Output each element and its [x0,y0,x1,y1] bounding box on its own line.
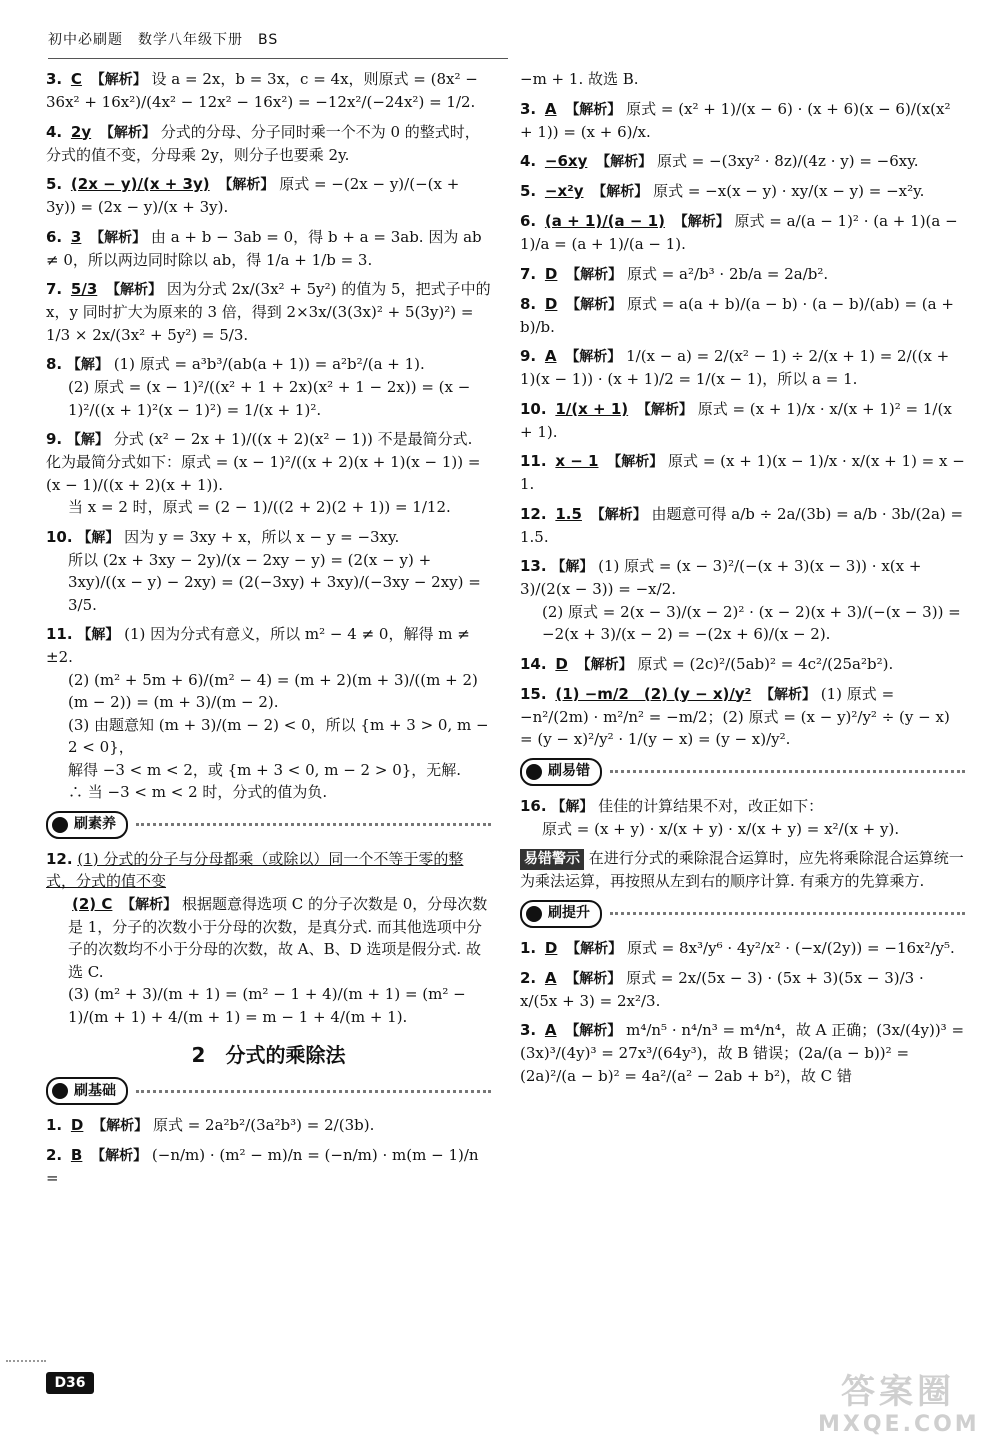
item-tag: 【解析】 [576,656,633,673]
advanced-item-1 [520,937,965,960]
item-text: 原式 = a²/b³ · 2b/a = 2a/b². [626,264,829,283]
item-line: (3) (m² + 3)/(m + 1) = (m² − 1 + 4)/(m + 1) = (m² − 1)/(m + 1) + 4/(m + 1) = m − 1 + 4/(m + 1). [68,985,466,1026]
item-text: 由 a + b − 3ab = 0，得 b + a = 3ab. 因为 ab ≠ 0，所以两边同时除以 ab，得 1/a + 1/b = 3. [46,227,482,269]
basic-item-4 [520,150,965,173]
item-number: 5. [520,182,537,200]
item-answer: A [544,1021,557,1039]
basic-item-13 [520,555,965,646]
item-number: 9. [46,430,63,448]
item-tag: 【解析】 [566,296,623,313]
item-tag: 【解】 [77,529,120,546]
item-tag: 【解析】 [90,229,147,246]
badge-label: 刷素养 [74,816,116,832]
item-number: 8. [520,294,537,313]
item-answer: D [555,654,568,673]
item-text: 原式 = (x + 1)/x · x/(x + 1)² = 1/(x + 1). [520,399,952,441]
item-answer: (2) C [72,894,113,913]
item-tag: 【解析】 [99,124,156,141]
section-badge [46,811,128,839]
answer-item-4 [46,121,491,167]
item-number: 7. [520,264,537,283]
item-tag: 【解】 [66,357,109,373]
page-header [48,30,508,59]
item-answer: (1) −m/2 (2) (y − x)/y² [555,684,752,703]
item-text: −m + 1. 故选 B. [520,70,639,88]
basic-item-12 [520,503,965,549]
advanced-item-2 [520,967,965,1013]
item-text: 原式 = (x + 1)(x − 1)/x · x/(x + 1) = x − 1. [520,452,965,493]
basic-item-8 [520,293,965,339]
section-badge [46,1077,128,1105]
item-answer: A [544,99,557,118]
warning-label: 易错警示 [520,849,584,870]
continued-text [520,68,965,91]
basic-item-3 [520,98,965,144]
item-line: (2) 原式 = 2(x − 3)/(x − 2)² · (x − 2)(x + 3)/(−(x − 3)) = −2(x + 3)/(x − 2) = −(2x + 6)/(x − 2). [542,602,961,643]
item-line: (1) 原式 = (x − 3)²/(−(x + 3)(x − 3)) · x(x + 3)/(2(x − 3)) = −x/2. [520,557,922,598]
item-tag: 【解析】 [760,686,816,703]
item-tag: 【解析】 [91,1148,148,1164]
basic-item-1 [46,1114,491,1137]
item-tag: 【解析】 [565,970,622,987]
badge-icon [52,817,68,833]
dotted-divider [136,1090,491,1093]
item-text: (−n/m) · (m² − m)/n = (−n/m) · m(m − 1)/n = [46,1146,479,1187]
answer-item-9 [46,428,491,519]
item-text: 原式 = (2c)²/(5ab)² = 4c²/(25a²b²). [637,654,894,673]
basic-item-10 [520,398,965,444]
basic-item-14 [520,653,965,676]
item-number: 8. [46,355,63,373]
item-answer: D [544,938,558,957]
item-text: m⁴/n⁵ · n⁴/n³ = m⁴/n⁴，故 A 正确；(3x/(4y))³ = (3x)³/(4y)³ = 27x³/(64y³)，故 B 错误；(2a/(a − b))² = (2a)²/(a − b)² = 4a²/(a² − 2ab + b²)，故 C 错 [520,1021,965,1085]
warning-text: 在进行分式的乘除混合运算时，应先将乘除混合运算统一为乘法运算，再按照从左到右的顺序计算. 有乘方的先算乘方. [520,849,964,890]
item-tag: 【解析】 [590,506,647,523]
basic-item-6 [520,210,965,256]
right-column [520,68,965,1094]
item-text: 因为分式 2x/(3x² + 5y²) 的值为 5，把式子中的 x，y 同时扩大为原来的 3 倍，得到 2×3x/(3(3x)² + 5(3y)²) = 1/3 × 2x/(3x² + 5y²) = 5/3. [46,280,491,344]
item-answer: D [70,1116,84,1134]
item-number: 4. [46,122,63,141]
left-column [46,68,491,1197]
section-bar-yicuo [520,759,965,785]
item-answer: 1/(x + 1) [555,399,629,418]
badge-icon [526,906,542,922]
item-text: 分式的分母、分子同时乘一个不为 0 的整式时，分式的值不变，分母乘 2y，则分子也要乘 2y. [46,122,480,164]
answer-item-10 [46,526,491,617]
item-number: 5. [46,175,63,193]
item-line: (1) 原式 = a³b³/(ab(a + 1)) = a²b²/(a + 1). [113,355,425,373]
item-text: 因为 y = 3xy + x，所以 x − y = −3xy. [124,527,400,546]
item-answer: A [544,968,557,987]
item-tag: 【解析】 [566,940,623,957]
item-number: 1. [520,938,537,957]
item-number: 16. [520,796,547,815]
item-tag: 【解析】 [218,177,275,193]
watermark-logo [818,1372,978,1440]
item-tag: 【解析】 [592,184,649,200]
section-title: 2 分式的乘除法 [191,1043,346,1067]
section-bar-suyang [46,812,491,838]
badge-label: 刷基础 [74,1082,116,1099]
item-tag: 【解析】 [636,401,693,418]
item-line: 解得 −3 < m < 2，或 {m + 3 < 0, m − 2 > 0}，无解. [68,760,462,779]
item-answer: 5/3 [70,280,98,298]
item-number: 3. [46,70,63,88]
item-answer: x − 1 [555,452,599,470]
item-number: 11. [520,452,547,470]
page-number: D36 [46,1372,94,1394]
item-tag: 【解析】 [90,72,147,88]
answer-item-3 [46,68,491,114]
item-tag: 【解】 [551,798,594,815]
basic-item-15 [520,683,965,751]
item-text: 原式 = −(3xy² · 8z)/(4z · y) = −6xy. [656,152,919,170]
item-number: 9. [520,347,537,365]
item-answer: 1.5 [555,504,582,523]
basic-item-2 [46,1144,491,1190]
answer-item-7 [46,278,491,346]
advanced-item-3 [520,1019,965,1087]
item-answer: 2y [70,122,92,141]
item-answer: B [70,1146,83,1164]
answer-item-8 [46,353,491,421]
item-tag: 【解析】 [92,1118,149,1134]
dotted-divider [136,823,491,826]
item-text: 原式 = 2a²b²/(3a²b³) = 2/(3b). [152,1116,375,1134]
item-number: 4. [520,152,537,170]
section-badge [520,900,602,928]
item-answer: −x²y [544,182,584,200]
item-number: 12. [520,504,547,523]
item-tag: 【解析】 [121,896,178,913]
item-number: 2. [46,1146,63,1164]
badge-icon [52,1083,68,1099]
item-text: 1/(x − a) = 2/(x² − 1) ÷ 2/(x + 1) = 2/((x + 1)(x − 1)) · (x + 1)/2 = 1/(x − 1)，所以 a = 1. [520,347,950,388]
item-line: 佳佳的计算结果不对，改正如下： [598,796,824,815]
item-answer: D [544,264,558,283]
item-tag: 【解析】 [565,101,622,118]
section-bar-tisheng [520,901,965,927]
dotted-divider [610,770,965,773]
item-text: 原式 = (x² + 1)/(x − 6) · (x + 6)(x − 6)/(x(x² + 1)) = (x + 6)/x. [520,99,951,141]
basic-item-11 [520,450,965,496]
item-number: 6. [520,212,537,230]
item-answer: C [70,70,82,88]
item-text: 设 a = 2x，b = 3x，c = 4x，则原式 = (8x² − 36x² + 16x²)/(4x² − 12x² − 16x²) = −12x²/(−24x²) = 1/2. [46,70,478,111]
answer-item-11 [46,623,491,804]
item-text: 原式 = −(2x − y)/(−(x + 3y)) = (2x − y)/(x + 3y). [46,175,460,216]
item-text: 分式 (x² − 2x + 1)/((x + 2)(x² − 1)) 不是最简分式. 化为最简分式如下：原式 = (x − 1)²/((x + 2)(x + 1)(x − 1)) = (x − 1)/((x + 2)(x + 1)). [46,430,481,494]
item-tag: 【解析】 [673,214,730,230]
item-number: 14. [520,654,547,673]
item-answer: (a + 1)/(a − 1) [544,212,665,230]
answer-item-12 [46,848,491,1029]
item-number: 3. [520,99,537,118]
item-number: 2. [520,968,537,987]
badge-icon [526,764,542,780]
section-badge [520,758,602,786]
item-line: (2) 原式 = (x − 1)²/((x² + 1 + 2x)(x² + 1 − 2x)) = (x − 1)²/((x + 1)²(x − 1)²) = 1/(x + 1)². [68,378,471,419]
item-line: 所以 (2x + 3xy − 2y)/(x − 2xy − y) = (2(x − y) + 3xy)/((x − y) − 2xy) = (2(−3xy) + 3xy)/(−3xy − 2xy) = 3/5. [68,550,481,614]
item-answer: 3 [70,227,82,246]
item-line: ∴ 当 −3 < m < 2 时，分式的值为负. [68,783,328,801]
item-line: 原式 = (x + y) · x/(x + y) · x/(x + y) = x²/(x + y). [542,819,900,838]
item-tag: 【解】 [551,559,594,575]
item-line: (2) (m² + 5m + 6)/(m² − 4) = (m + 2)(m + 3)/((m + 2)(m − 2)) = (m + 3)/(m − 2). [68,670,478,711]
item-tag: 【解】 [77,627,120,643]
item-line: 当 x = 2 时，原式 = (2 − 1)/((2 + 2)(2 + 1)) = 1/12. [68,498,451,516]
item-line: (1) 因为分式有意义，所以 m² − 4 ≠ 0，解得 m ≠ ±2. [46,625,470,666]
item-number: 10. [520,399,547,418]
item-number: 1. [46,1116,63,1134]
item-number: 13. [520,557,547,575]
item-tag: 【解析】 [566,266,623,283]
margin-dotted-rule [6,1360,46,1363]
badge-label: 刷提升 [548,905,590,921]
item-tag: 【解析】 [565,1023,622,1039]
dotted-divider [610,912,965,915]
item-answer: D [544,294,558,313]
basic-item-5 [520,180,965,203]
badge-label: 刷易错 [548,763,590,779]
item-text: (1) 原式 = −n²/(2m) · m²/n² = −m/2；(2) 原式 = (x − y)²/y² ÷ (y − x) = (y − x)²/y² · 1/(y − x) = (y − x)/y². [520,684,950,748]
answer-item-6 [46,226,491,272]
item-text: 原式 = −x(x − y) · xy/(x − y) = −x²y. [653,182,925,200]
item-text: 原式 = 2x/(5x − 3) · (5x + 3)(5x − 3)/3 · x/(5x + 3) = 2x²/3. [520,968,924,1010]
item-line: (3) 由题意知 (m + 3)/(m − 2) < 0，所以 {m + 3 > 0, m − 2 < 0}， [68,715,489,756]
mistake-item-16 [520,795,965,841]
item-text: 根据题意得选项 C 的分子次数是 0，分母次数是 1，分子的次数小于分母的次数，是真分式. 而其他选项中分子的次数均不小于分母的次数，故 A、B、D 选项是假分式. 故选 C. [68,894,488,981]
item-answer: A [544,347,557,365]
watermark-text: 答案圈 [841,1372,955,1412]
item-tag: 【解】 [66,432,109,448]
item-tag: 【解析】 [106,282,163,298]
item-number: 3. [520,1021,537,1039]
section-bar-jichu [46,1078,491,1104]
answer-item-5 [46,173,491,219]
item-tag: 【解析】 [607,454,664,470]
item-number: 7. [46,280,63,298]
basic-item-9 [520,345,965,391]
item-number: 15. [520,684,547,703]
item-tag: 【解析】 [565,349,622,365]
item-number: 12. [46,849,73,868]
item-answer: −6xy [544,152,588,170]
basic-item-7 [520,263,965,286]
item-text: 原式 = 8x³/y⁶ · 4y²/x² · (−x/(2y)) = −16x²/y⁵. [626,938,955,957]
item-line-2 [68,893,491,984]
item-text: 原式 = a/(a − 1)² · (a + 1)(a − 1)/a = (a + 1)/(a − 1). [520,212,958,253]
warning-note [520,847,965,893]
header-text: 初中必刷题 数学八年级下册 BS [48,32,279,48]
item-line: (1) 分式的分子与分母都乘（或除以）同一个不等于零的整式，分式的值不变 [46,849,464,890]
watermark-url: MXQE.COM [818,1412,980,1437]
item-tag: 【解析】 [596,154,653,170]
item-number: 11. [46,625,73,643]
item-number: 6. [46,227,63,246]
item-text: 由题意可得 a/b ÷ 2a/(3b) = a/b · 3b/(2a) = 1.5. [520,504,964,546]
item-number: 10. [46,527,73,546]
item-answer: (2x − y)/(x + 3y) [70,175,210,193]
item-text: 原式 = a(a + b)/(a − b) · (a − b)/(ab) = (a + b)/b. [520,294,954,336]
